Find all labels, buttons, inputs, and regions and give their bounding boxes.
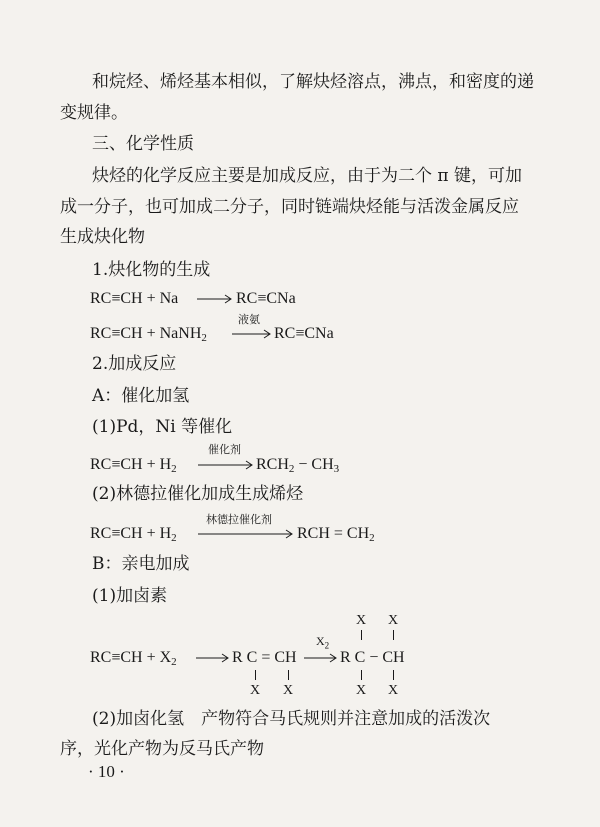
paragraph-line: 生成炔化物 bbox=[60, 227, 145, 247]
subheading: B：亲电加成 bbox=[92, 554, 190, 574]
reaction-1-product: RC≡CNa bbox=[236, 290, 296, 307]
substituent-x: X bbox=[356, 613, 367, 628]
paragraph-line: (2)加卤化氢 产物符合马氏规则并注意加成的活泼次 bbox=[92, 709, 491, 729]
subheading: 2.加成反应 bbox=[92, 354, 177, 374]
reaction-arrow bbox=[304, 651, 338, 665]
subheading: (1)Pd，Ni 等催化 bbox=[92, 417, 233, 437]
bond-line bbox=[393, 630, 394, 640]
bond-line bbox=[393, 670, 394, 680]
paragraph-line: 成一分子，也可加成二分子，同时链端炔烃能与活泼金属反应 bbox=[60, 197, 519, 217]
reaction-arrow bbox=[196, 651, 230, 665]
substituent-x: X bbox=[388, 613, 399, 628]
reaction-arrow bbox=[198, 458, 254, 472]
reaction-3-reactants: $RC\equiv CH + H_2$ bbox=[90, 456, 177, 475]
bond-line bbox=[361, 670, 362, 680]
substituent-x: X bbox=[356, 683, 367, 698]
subheading: 1.炔化物的生成 bbox=[92, 260, 211, 280]
substituent-x: X bbox=[250, 683, 261, 698]
reaction-5-condition: $X_2$ bbox=[316, 634, 330, 651]
subheading: A：催化加氢 bbox=[92, 386, 190, 406]
bond-line bbox=[288, 670, 289, 680]
paragraph-line: 炔烃的化学反应主要是加成反应，由于为二个 π 键，可加 bbox=[92, 166, 522, 186]
subheading: (1)加卤素 bbox=[92, 586, 168, 606]
reaction-2-product: RC≡CNa bbox=[274, 325, 334, 342]
paragraph-line: 变规律。 bbox=[60, 103, 128, 123]
paragraph-line: 序，光化产物为反马氏产物 bbox=[60, 739, 264, 759]
bond-line bbox=[361, 630, 362, 640]
reaction-3-product: $RCH_2 - CH_3$ bbox=[256, 456, 340, 475]
paragraph-line: 和烷烃、烯烃基本相似，了解炔烃溶点，沸点，和密度的递 bbox=[92, 72, 534, 92]
reaction-5-product: R C − CH bbox=[340, 649, 405, 666]
reaction-4-reactants: $RC\equiv CH + H_2$ bbox=[90, 525, 177, 544]
bond-line bbox=[255, 670, 256, 680]
reaction-2-condition: 液氨 bbox=[238, 313, 260, 326]
reaction-5-intermediate: R C = CH bbox=[232, 649, 297, 666]
subheading: (2)林德拉催化加成生成烯烃 bbox=[92, 484, 304, 504]
reaction-3-condition: 催化剂 bbox=[208, 443, 241, 456]
page-number: · 10 · bbox=[88, 762, 125, 781]
reaction-4-product: RCH = $CH_2$ bbox=[297, 525, 375, 544]
reaction-4-condition: 林德拉催化剂 bbox=[206, 513, 272, 526]
reaction-arrow bbox=[197, 292, 233, 306]
substituent-x: X bbox=[388, 683, 399, 698]
section-heading: 三、化学性质 bbox=[92, 134, 194, 154]
reaction-arrow bbox=[232, 327, 272, 341]
reaction-5-reactants: $RC\equiv CH + X_2$ bbox=[90, 649, 177, 668]
substituent-x: X bbox=[283, 683, 294, 698]
reaction-arrow bbox=[198, 527, 294, 541]
reaction-2-reactants: RC≡CH + NaNH$_2$ bbox=[90, 325, 207, 344]
reaction-1-reactants: RC≡CH + Na bbox=[90, 290, 179, 307]
